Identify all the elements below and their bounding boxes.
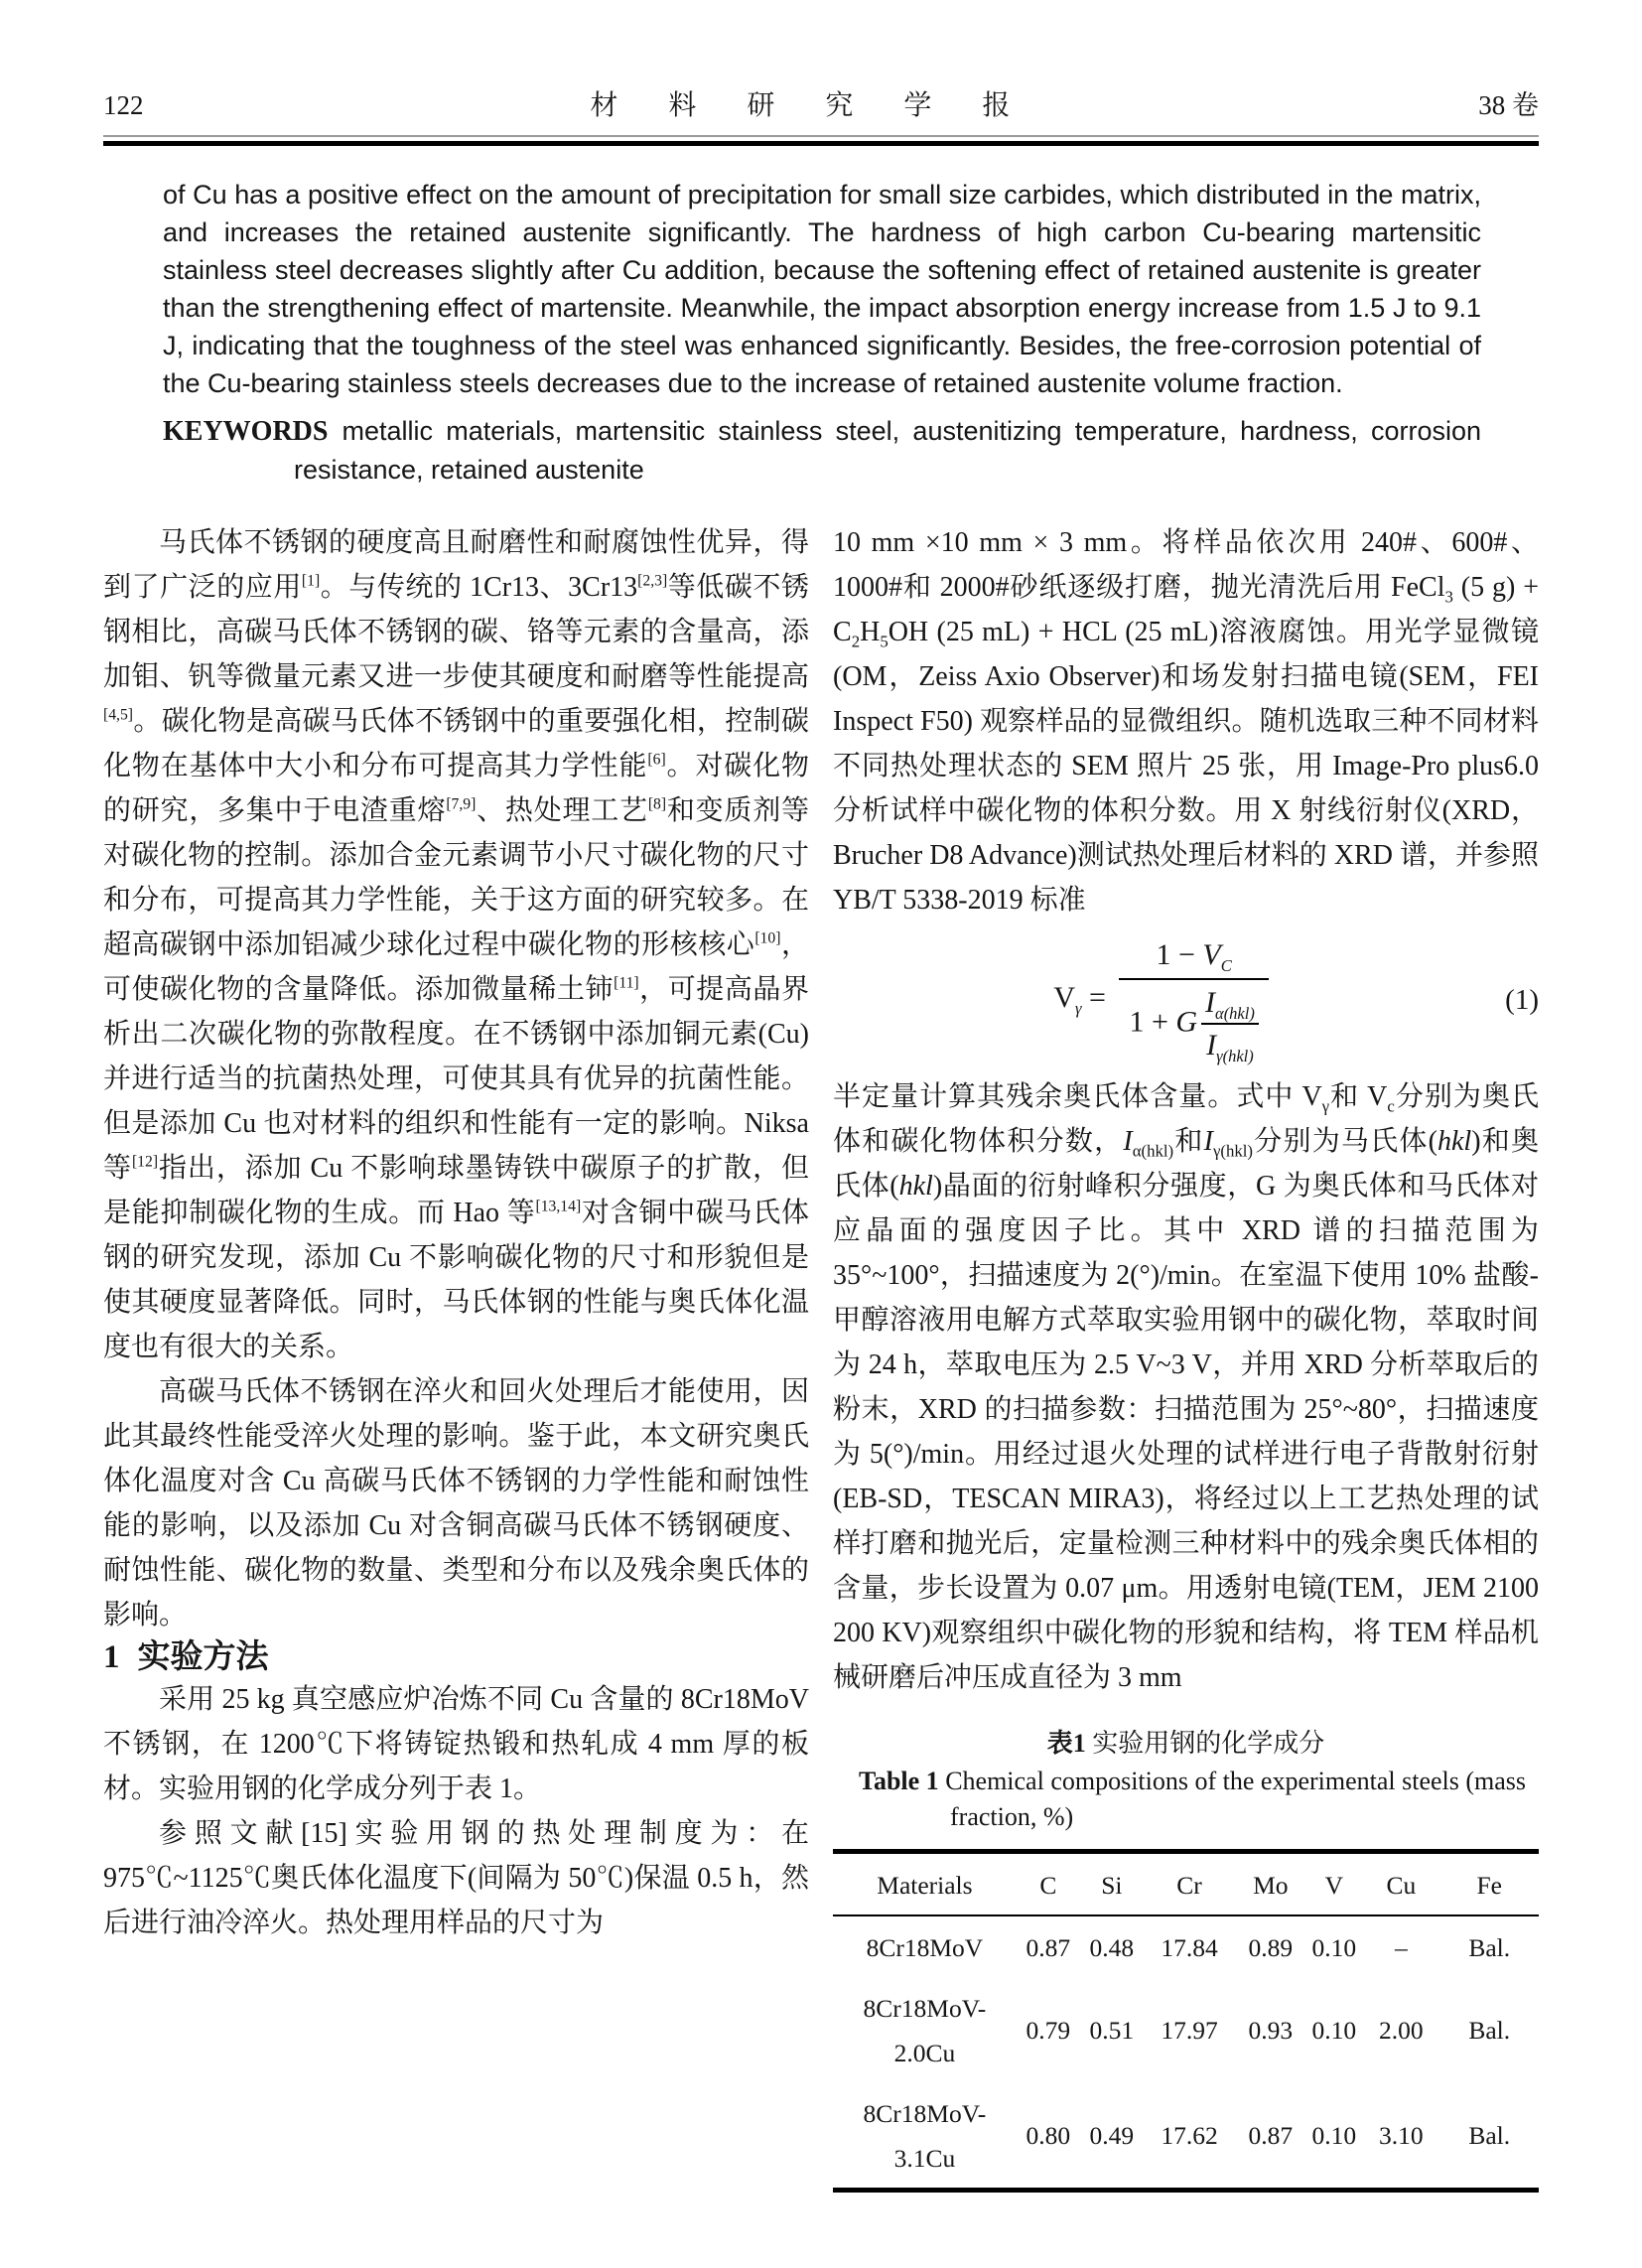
table-cell: 0.87 xyxy=(1026,1932,1071,1962)
header-divider xyxy=(103,135,1539,146)
equation-body xyxy=(1053,936,1275,1064)
table-cell: 0.79 xyxy=(1026,2016,1071,2045)
table-cell: 0.87 xyxy=(1248,2121,1294,2150)
table-cell: 0.10 xyxy=(1311,2121,1357,2150)
denominator-prefix: 1 + G xyxy=(1129,1004,1198,1038)
table-cell: Bal. xyxy=(1468,1932,1511,1962)
paragraph-method-3: 10 mm ×10 mm × 3 mm。将样品依次用 240#、600#、1000#和 2000#砂纸逐级打磨，抛光清洗后用 FeCl$_3$ (5 $g) + C_2H_5OH$ (25 mL) + HCL (25 mL)溶液腐蚀。用光学显微镜(OM，Zeiss Axio Observer)和场发射扫描电镜(SEM，FEI Inspect F50) 观察样品的显微组织。随机选取三种不同材料不同热处理状态的 SEM 照片 25 张，用 Image-Pro plus6.0 分析试样中碳化物的体积分数。用 X 射线衍射仪(XRD，Brucher D8 Advance)测试热处理后材料的 XRD 谱，并参照 YB/T 5338-2019 标准 xyxy=(833,527,1539,916)
equation-number: (1) xyxy=(1505,983,1539,1016)
table-column-header: V xyxy=(1305,1851,1362,1915)
page-number: 122 xyxy=(103,90,144,120)
table-cell: Bal. xyxy=(1468,2121,1511,2150)
table-header-row xyxy=(833,1851,1539,1915)
table-column-header: Cu xyxy=(1362,1851,1439,1915)
paragraph-method-4: 半定量计算其残余奥氏体含量。式中 $V_\gamma$和 $V_c$分别为奥氏体和碳化物体积分数，$I_{\alpha(hkl)}$和$I_{\gamma(hkl)}$分别为马氏体(hkl)和奥氏体(hkl)晶面的衍射峰积分强度，G 为奥氏体和马氏体对应晶面的强度因子比。其中 XRD 谱的扫描范围为 35°~100°，扫描速度为 2(°)/min。在室温下使用 10% 盐酸-甲醇溶液用电解方式萃取实验用钢中的碳化物，萃取时间为 24 h，萃取电压为 2.5 V~3 V，并用 XRD 分析萃取后的粉末，XRD 的扫描参数：扫描范围为 25°~80°，扫描速度为 5(°)/min。用经过退火处理的试样进行电子背散射衍射(EB-SD，TESCAN MIRA3)，将经过以上工艺热处理的试样打磨和抛光后，定量检测三种材料中的残余奥氏体相的含量，步长设置为 0.07 μm。用透射电镜(TEM，JEM 2100 200 KV)观察组织中碳化物的形貌和结构，将 TEM 样品机械研磨后冲压成直径为 3 mm xyxy=(833,1080,1539,1693)
right-column xyxy=(833,520,1539,2193)
table-row xyxy=(833,1915,1539,1977)
section-title: 实验方法 xyxy=(137,1639,269,1675)
fraction-numerator: $1 - V_C$ xyxy=(1119,936,1268,980)
table-cell: 17.97 xyxy=(1161,2016,1218,2045)
keywords xyxy=(163,412,1481,489)
paragraph-intro-2: 高碳马氏体不锈钢在淬火和回火处理后才能使用，因此其最终性能受淬火处理的影响。鉴于此，本文研究奥氏体化温度对含 Cu 高碳马氏体不锈钢的力学性能和耐蚀性能的影响，以及添加 Cu 对含铜高碳马氏体不锈钢硬度、耐蚀性能、碳化物的数量、类型和分布以及残余奥氏体的影响。 xyxy=(103,1376,809,1630)
table-cell: 0.51 xyxy=(1089,2016,1135,2045)
table-cell: – xyxy=(1394,1932,1408,1962)
fraction-denominator xyxy=(1119,980,1268,1064)
table-caption-zh xyxy=(833,1726,1539,1762)
section-heading-1 xyxy=(103,1637,809,1677)
table-column-header: Fe xyxy=(1439,1851,1539,1915)
table-cell: 0.49 xyxy=(1089,2121,1135,2150)
header-rule-thick xyxy=(103,141,1539,146)
keywords-text: metallic materials, martensitic stainless steel, austenitizing temperature, hardness, corrosion resistance, retained austenite xyxy=(294,416,1481,485)
journal-title: 材 料 研 究 学 报 xyxy=(590,90,1032,121)
table-cell: 8Cr18MoV-2.0Cu xyxy=(863,1993,987,2067)
table-column-header: Si xyxy=(1080,1851,1144,1915)
table-caption-en-label: Table 1 xyxy=(859,1766,939,1795)
table-cell: 0.93 xyxy=(1248,2016,1294,2045)
left-column xyxy=(103,520,809,2193)
table-cell: 3.10 xyxy=(1379,2121,1424,2150)
inner-numerator: $I_{\alpha(hkl)}$ xyxy=(1201,984,1259,1026)
volume-label: 38 卷 xyxy=(1478,90,1539,120)
table-cell: Bal. xyxy=(1468,2016,1511,2045)
equation-center xyxy=(833,936,1495,1064)
table-column-header: Mo xyxy=(1235,1851,1305,1915)
table-cell: 0.80 xyxy=(1026,2121,1071,2150)
chemical-composition-table xyxy=(833,1849,1539,2193)
table-cell: 17.84 xyxy=(1161,1932,1218,1962)
paragraph-method-2: 参照文献[15]实验用钢的热处理制度为：在 975℃~1125℃奥氏体化温度下(间隔为 50℃)保温 0.5 h，然后进行油冷淬火。热处理用样品的尺寸为 xyxy=(103,1818,809,1938)
table-cell: 0.10 xyxy=(1311,1932,1357,1962)
table-caption-en-text: Chemical compositions of the experimental steels (mass fraction, %) xyxy=(945,1766,1527,1831)
table-row xyxy=(833,1977,1539,2082)
table-cell: 17.62 xyxy=(1161,2121,1218,2150)
table-cell: 2.00 xyxy=(1379,2016,1424,2045)
table-column-header: Cr xyxy=(1144,1851,1235,1915)
table-row xyxy=(833,2082,1539,2191)
table-column-header: C xyxy=(1017,1851,1080,1915)
inner-fraction xyxy=(1201,984,1259,1064)
keywords-label: KEYWORDS xyxy=(163,416,329,447)
header-rule-thin xyxy=(103,135,1539,137)
body-columns xyxy=(103,520,1539,2193)
equation-1 xyxy=(833,936,1539,1064)
table-1-block xyxy=(833,1726,1539,2193)
section-number: 1 xyxy=(103,1639,120,1675)
table-caption-en xyxy=(833,1764,1539,1835)
abstract-text: of Cu has a positive effect on the amount of precipitation for small size carbides, which distributed in the matrix, and increases the retained austenite significantly. The hardness of high carbon Cu-bearing martensitic stainless steel decreases slightly after Cu addition, because the softening effect of retained austenite is greater than the strengthening effect of martensite. Meanwhile, the impact absorption energy increase from 1.5 J to 9.1 J, indicating that the toughness of the steel was enhanced significantly. Besides, the free-corrosion potential of the Cu-bearing stainless steels decreases due to the increase of retained austenite volume fraction. xyxy=(163,180,1481,398)
equation-lhs: $V_\gamma$ xyxy=(1053,981,1082,1019)
paragraph-method-1: 采用 25 kg 真空感应炉冶炼不同 Cu 含量的 8Cr18MoV 不锈钢，在 1200℃下将铸锭热锻和热轧成 4 mm 厚的板材。实验用钢的化学成分列于表 1。 xyxy=(103,1684,809,1804)
table-cell: 8Cr18MoV-3.1Cu xyxy=(863,2098,987,2173)
page-header xyxy=(103,83,1539,123)
table-cell: 0.10 xyxy=(1311,2016,1357,2045)
table-cell: 0.89 xyxy=(1248,1932,1294,1962)
equals-sign: = xyxy=(1089,981,1106,1015)
table-caption-zh-text: 实验用钢的化学成分 xyxy=(1092,1728,1325,1758)
table-column-header: Materials xyxy=(833,1851,1017,1915)
paragraph-intro-1: 马氏体不锈钢的硬度高且耐磨性和耐腐蚀性优异，得到了广泛的应用[1]。与传统的 1Cr13、3Cr13[2,3]等低碳不锈钢相比，高碳马氏体不锈钢的碳、铬等元素的含量高，添加钼、钒等微量元素又进一步使其硬度和耐磨等性能提高[4,5]。碳化物是高碳马氏体不锈钢中的重要强化相，控制碳化物在基体中大小和分布可提高其力学性能[6]。对碳化物的研究，多集中于电渣重熔[7,9]、热处理工艺[8]和变质剂等对碳化物的控制。添加合金元素调节小尺寸碳化物的尺寸和分布，可提高其力学性能，关于这方面的研究较多。在超高碳钢中添加铝减少球化过程中碳化物的形核核心[10]，可使碳化物的含量降低。添加微量稀土铈[11]，可提高晶界析出二次碳化物的弥散程度。在不锈钢中添加铜元素(Cu)并进行适当的抗菌热处理，可使其具有优异的抗菌性能。但是添加 Cu 也对材料的组织和性能有一定的影响。Niksa 等[12]指出，添加 Cu 不影响球墨铸铁中碳原子的扩散，但是能抑制碳化物的生成。而 Hao 等[13,14]对含铜中碳马氏体钢的研究发现，添加 Cu 不影响碳化物的尺寸和形貌但是使其硬度显著降低。同时，马氏体钢的性能与奥氏体化温度也有很大的关系。 xyxy=(103,527,809,1362)
table-cell: 0.48 xyxy=(1089,1932,1135,1962)
table-caption-zh-label: 表1 xyxy=(1046,1728,1086,1758)
table-cell: 8Cr18MoV xyxy=(866,1932,984,1962)
equation-fraction xyxy=(1119,936,1268,1064)
inner-denominator: $I_{\gamma(hkl)}$ xyxy=(1206,1029,1254,1065)
